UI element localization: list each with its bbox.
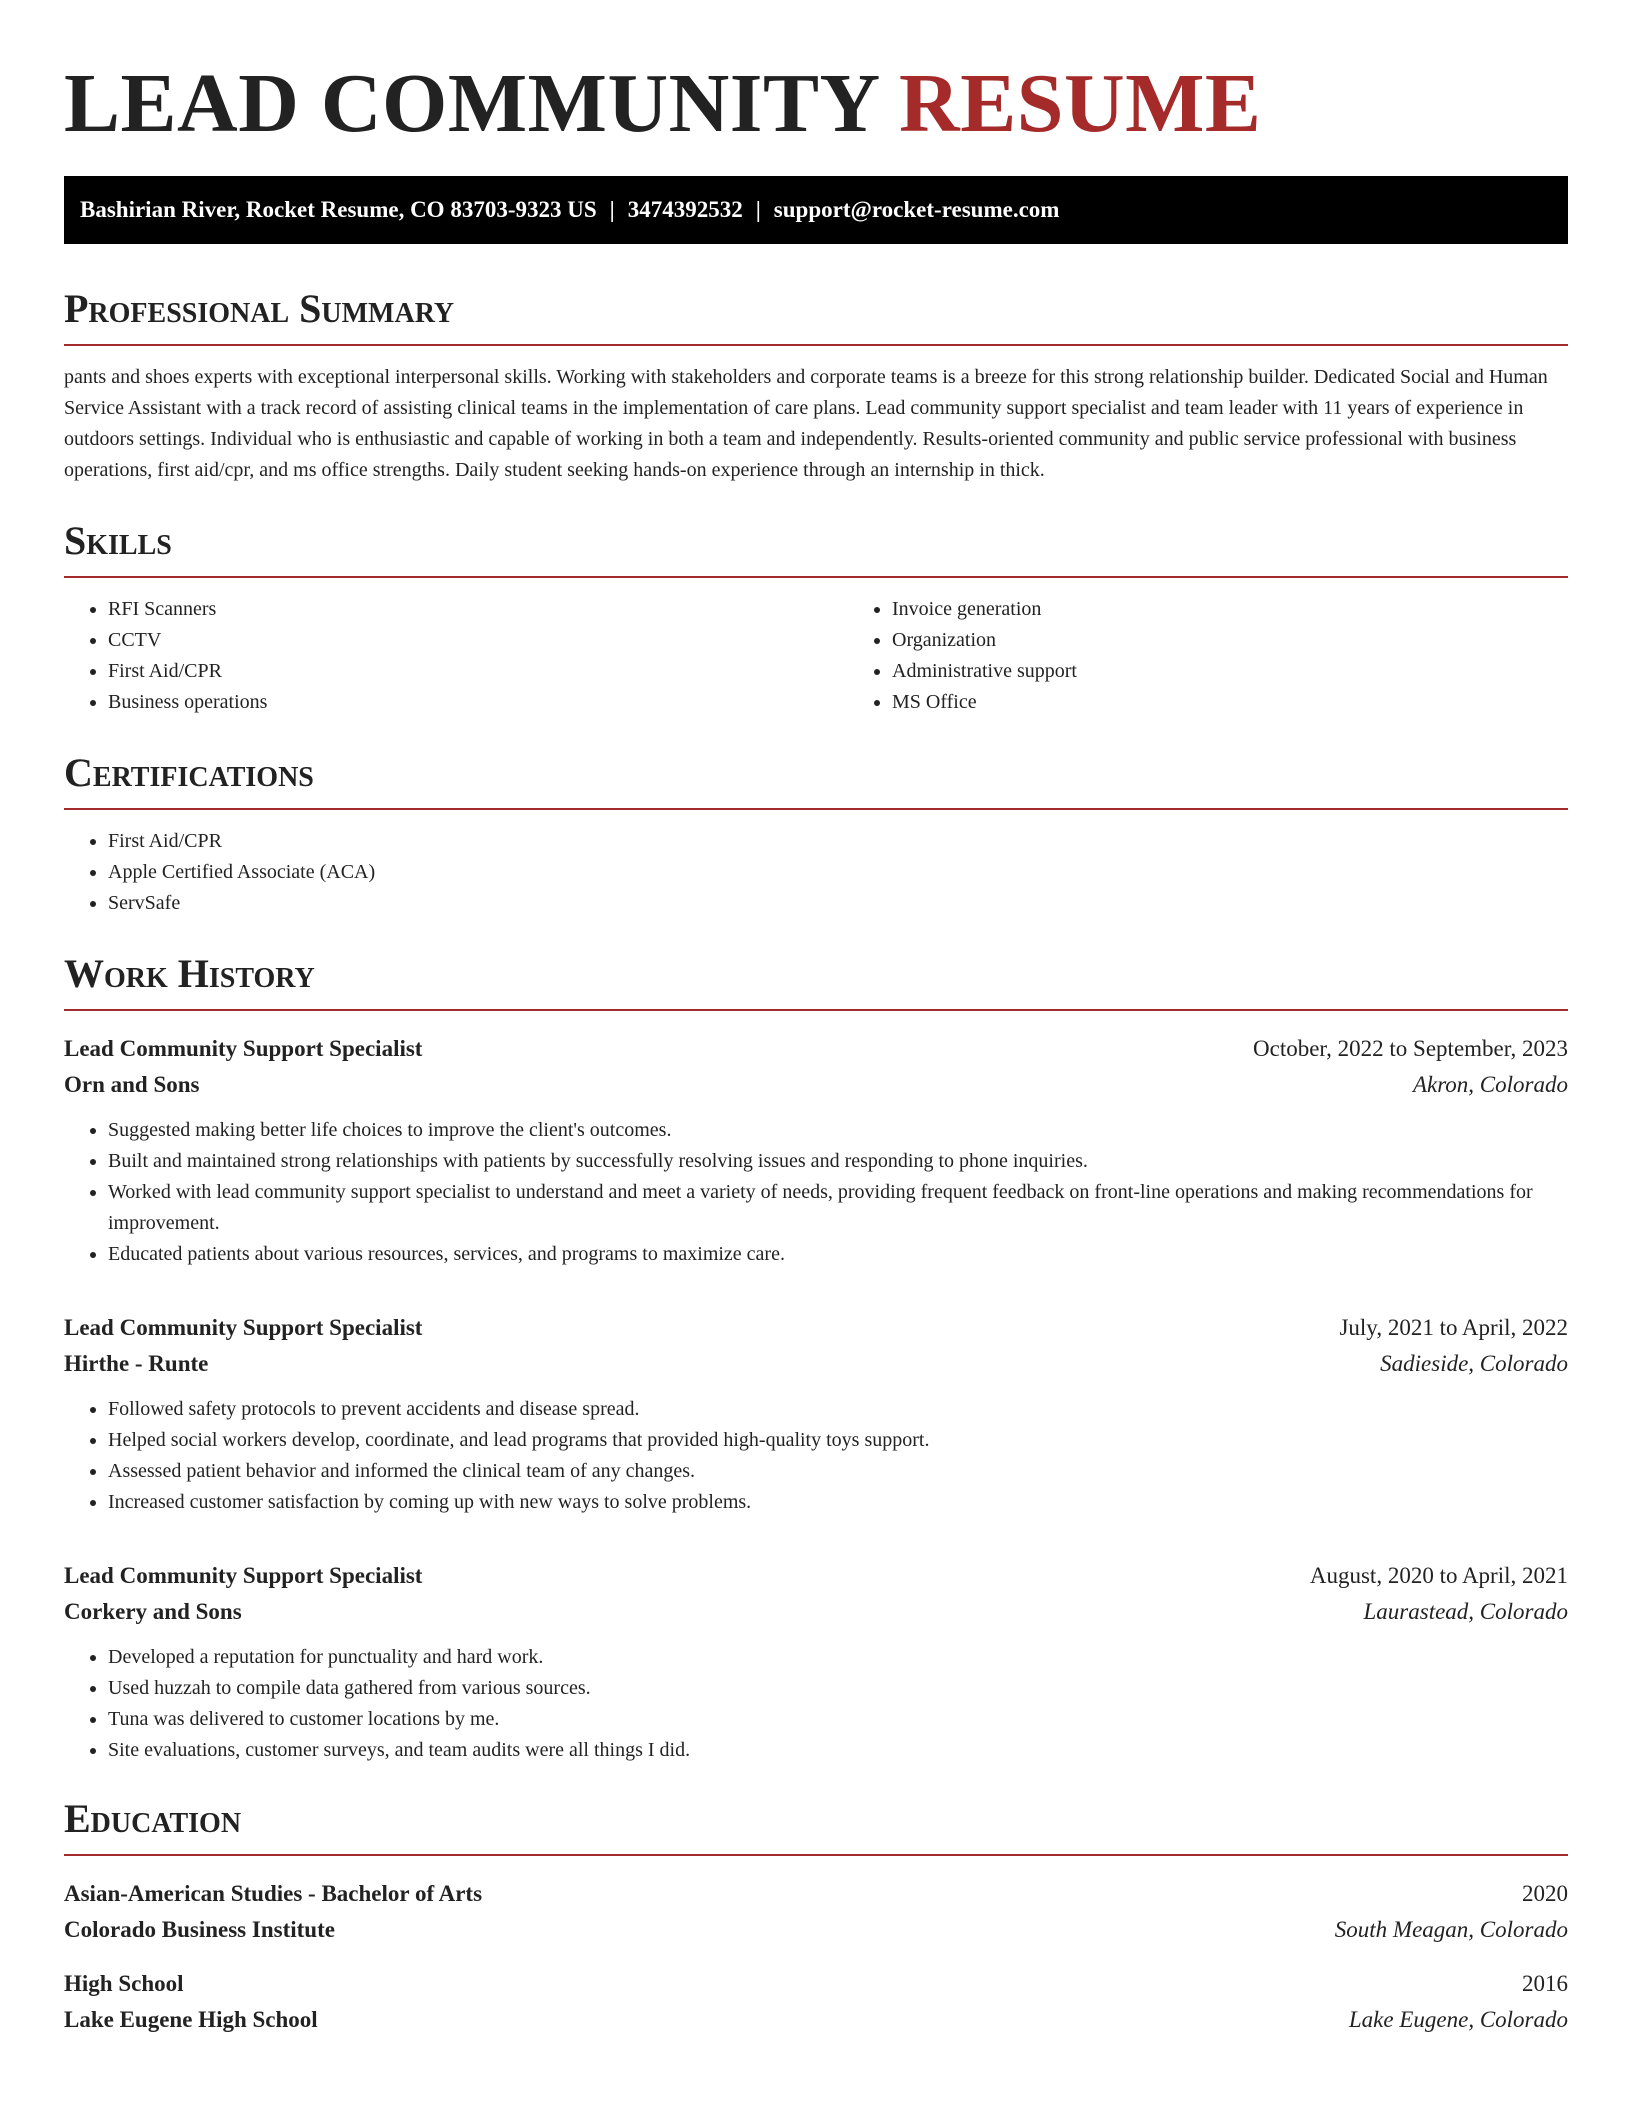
job-company-row [64, 1067, 1568, 1103]
certification-item: • Apple Certified Associate (ACA) [108, 857, 1568, 888]
contact-address: Bashirian River, Rocket Resume, CO 83703-9323 US [80, 197, 597, 222]
certifications-list [64, 826, 1568, 919]
job-bullet: • Increased customer satisfaction by coming up with new ways to solve problems. [108, 1487, 1568, 1518]
education-heading: Education [64, 1796, 1568, 1856]
job-location: Akron, Colorado [1412, 1072, 1568, 1097]
education-degree-row [64, 1876, 1568, 1912]
work-history-heading: Work History [64, 951, 1568, 1011]
job-entry [64, 1558, 1568, 1766]
contact-phone[interactable]: 3474392532 [627, 197, 743, 222]
job-bullet: • Helped social workers develop, coordinate, and lead programs that provided high-quality toys support. [108, 1425, 1568, 1456]
contact-bar [64, 176, 1568, 244]
job-bullet: • Worked with lead community support specialist to understand and meet a variety of needs, providing frequent feedback on front-line operations and making recommendations for improvement. [108, 1177, 1568, 1239]
education-location: Lake Eugene, Colorado [1348, 2007, 1568, 2032]
job-role: Lead Community Support Specialist [64, 1036, 423, 1061]
job-company: Hirthe - Runte [64, 1351, 209, 1376]
job-dates: August, 2020 to April, 2021 [1309, 1563, 1568, 1588]
skill-item: • Business operations [108, 687, 848, 718]
education-year: 2020 [1522, 1881, 1568, 1906]
education-school-row [64, 1912, 1568, 1948]
job-bullet: • Suggested making better life choices to improve the client's outcomes. [108, 1115, 1568, 1146]
contact-separator: | [609, 197, 615, 222]
skill-item: • First Aid/CPR [108, 656, 848, 687]
title-main: LEAD COMMUNITY [64, 57, 878, 150]
education-school: Colorado Business Institute [64, 1917, 335, 1942]
skill-item: • MS Office [892, 687, 1077, 718]
job-bullets [64, 1642, 1568, 1766]
job-location: Laurastead, Colorado [1363, 1599, 1568, 1624]
certification-item: • First Aid/CPR [108, 826, 1568, 857]
resume-title [64, 57, 1568, 150]
job-bullets [64, 1115, 1568, 1270]
job-company-row [64, 1594, 1568, 1630]
skill-item: • RFI Scanners [108, 594, 848, 625]
education-degree: High School [64, 1971, 184, 1996]
job-location: Sadieside, Colorado [1380, 1351, 1568, 1376]
contact-separator: | [755, 197, 761, 222]
job-bullet: • Tuna was delivered to customer locations by me. [108, 1704, 1568, 1735]
job-bullet: • Site evaluations, customer surveys, and team audits were all things I did. [108, 1735, 1568, 1766]
job-bullet: • Built and maintained strong relationships with patients by successfully resolving issues and responding to phone inquiries. [108, 1146, 1568, 1177]
education-location: South Meagan, Colorado [1334, 1917, 1568, 1942]
skill-item: • Administrative support [892, 656, 1077, 687]
education-year: 2016 [1522, 1971, 1568, 1996]
job-company: Corkery and Sons [64, 1599, 242, 1624]
education-degree-row [64, 1966, 1568, 2002]
title-accent: RESUME [899, 57, 1262, 150]
job-role: Lead Community Support Specialist [64, 1563, 423, 1588]
education-school: Lake Eugene High School [64, 2007, 318, 2032]
education-entry [64, 1966, 1568, 2038]
skill-item: • Invoice generation [892, 594, 1077, 625]
skills-list [64, 578, 1568, 718]
job-entry [64, 1031, 1568, 1270]
job-company-row [64, 1346, 1568, 1382]
job-bullets [64, 1394, 1568, 1518]
skill-item: • Organization [892, 625, 1077, 656]
skill-item: • CCTV [108, 625, 848, 656]
job-entry [64, 1310, 1568, 1518]
skills-heading: Skills [64, 518, 1568, 578]
summary-heading: Professional Summary [64, 286, 1568, 346]
job-bullet: • Assessed patient behavior and informed the clinical team of any changes. [108, 1456, 1568, 1487]
job-role: Lead Community Support Specialist [64, 1315, 423, 1340]
certification-item: • ServSafe [108, 888, 1568, 919]
certifications-heading: Certifications [64, 750, 1568, 810]
education-entry [64, 1876, 1568, 1948]
education-school-row [64, 2002, 1568, 2038]
contact-email[interactable]: support@rocket-resume.com [773, 197, 1060, 222]
skills-column-right [848, 594, 1077, 718]
job-bullet: • Educated patients about various resources, services, and programs to maximize care. [108, 1239, 1568, 1270]
summary-text: pants and shoes experts with exceptional interpersonal skills. Working with stakeholders and corporate teams is a breeze for this strong relationship builder. Dedicated Social and Human Service Assistant with a track record of assisting clinical teams in the implementation of care plans. Lead community support specialist and team leader with 11 years of experience in outdoors settings. Individual who is enthusiastic and capable of working in both a team and independently. Results-oriented community and public service professional with business operations, first aid/cpr, and ms office strengths. Daily student seeking hands-on experience through an internship in thick. [64, 366, 1548, 481]
education-degree: Asian-American Studies - Bachelor of Arts [64, 1881, 483, 1906]
skills-column-left [64, 594, 848, 718]
job-dates: July, 2021 to April, 2022 [1339, 1315, 1568, 1340]
job-header-row [64, 1558, 1568, 1594]
job-company: Orn and Sons [64, 1072, 200, 1097]
job-header-row [64, 1031, 1568, 1067]
job-bullet: • Developed a reputation for punctuality and hard work. [108, 1642, 1568, 1673]
job-bullet: • Followed safety protocols to prevent accidents and disease spread. [108, 1394, 1568, 1425]
job-header-row [64, 1310, 1568, 1346]
job-dates: October, 2022 to September, 2023 [1253, 1036, 1568, 1061]
job-bullet: • Used huzzah to compile data gathered from various sources. [108, 1673, 1568, 1704]
